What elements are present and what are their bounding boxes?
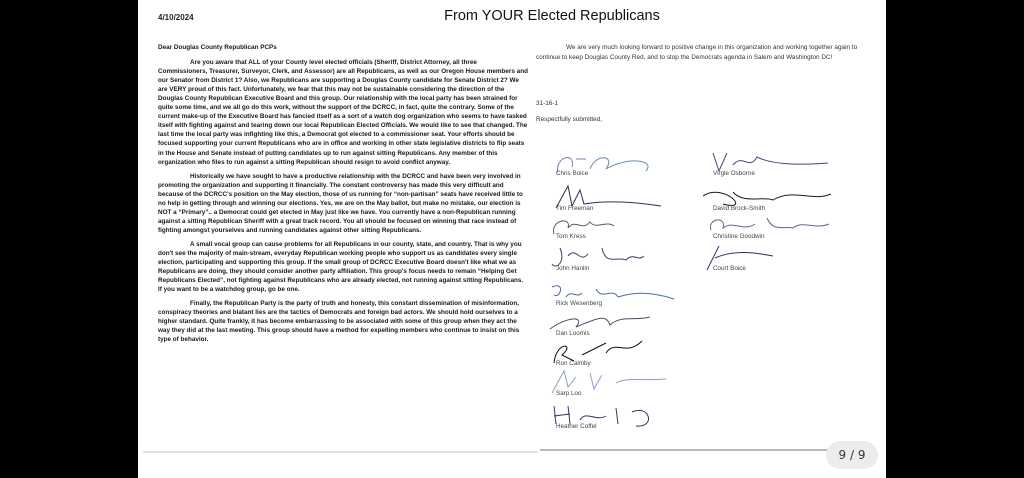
closing-paragraph: We are very much looking forward to positive change in this organization and working together again to continue to keep Douglas County Red, and to stop the Democrats agenda in Salem and Washington DC! <box>536 44 858 61</box>
signature-left-4 <box>546 277 676 307</box>
signer-name: Dan Loomis <box>556 330 590 337</box>
signer-name: Tim Freeman <box>556 205 594 212</box>
signer-name: Chris Boice <box>556 170 589 177</box>
letter-page-left <box>158 43 528 349</box>
signature-stroke <box>550 317 650 329</box>
letter-page-right <box>536 43 881 125</box>
letter-paragraph: Are you aware that ALL of your County level elected officials (Sheriff, District Attorney, all three Commissioners, Treasurer, Surveyor, Clerk, and Assessor) are all Republicans, as well as our Oregon House members and our Senator from District 1? Also, we Republicans are supporting a Douglas County candidate for Senate District 2? We are VERY proud of this fact. Unfortunately, we fear that this may not be sustainable considering the direction of the Douglas County Republican Executive Board and this group. Our relationship with the local party has been strained for quite some time, and we all go do this work, without the support of the DCRCC, in fact, quite the contrary. Some of the current make-up of the Executive Board has fancied itself as a sort of a watch dog organization who seems to have tasked itself with fighting against and tearing down our local Republican Elected Officials. We would like to see that changed. The last time the local party was infighting like this, a Democrat got elected to a commissioner seat. Your efforts should be focused supporting your current Republicans who are in office and working in other state legislative districts to flip seats in the House and Senate instead of putting candidates up to run against sitting Republicans. Any member of this organization who files to run against a sitting Republican should resign to avoid conflict anyway. <box>158 59 528 166</box>
signature-left-1 <box>546 182 676 212</box>
letter-paragraph: Finally, the Republican Party is the party of truth and honesty, this constant dissemination of misinformation, conspiracy theories and blatant lies are the tactics of Democrats and foreign bad actors. We should hold ourselves to a higher standard. Quite frankly, it has become embarrassing to be associated with some of this group when they act the way they did at the last meeting. This group should have a method for expelling members who continue to insist on this type of behavior. <box>158 300 520 344</box>
signer-name: Court Boice <box>713 265 746 272</box>
signer-name: Virgle Osborne <box>713 170 755 177</box>
signoff: Respectfully submitted, <box>536 116 603 124</box>
letter-paragraph: Historically we have sought to have a productive relationship with the DCRCC and have been very involved in promoting the organization and supporting it financially. The constant controversy has made this very difficult and because of the DCRCC's position on the May election, those of us running for “non-partisan” seats have received little to no help in getting through and winning our elections. Yes, we are on the May ballot, but make no mistake, our election is NOT a “Primary”.. a Democrat could get elected in May just like we have. You currently have a non-Republican running against a sitting Republican Sheriff with a great track record. You all should be focused on winning that race instead of fighting amongst yourselves and running candidates against other sitting Republicans. <box>158 172 523 234</box>
signature-right-0 <box>703 147 833 177</box>
signer-name: David Brock-Smith <box>713 205 766 212</box>
signer-name: Heather Coffel <box>556 423 597 430</box>
scroll-track[interactable] <box>540 449 840 451</box>
signature-stroke <box>552 248 644 266</box>
signature-left-6 <box>546 337 676 367</box>
signature-left-3 <box>546 242 676 272</box>
salutation: Dear Douglas County Republican PCPs <box>158 44 277 51</box>
signature-left-7 <box>546 367 676 397</box>
signature-stroke <box>703 192 831 205</box>
signer-name: Rick Wesenberg <box>556 300 603 307</box>
signature-stroke <box>552 286 674 299</box>
signature-right-1 <box>703 182 833 212</box>
letter-paragraph: A small vocal group can cause problems for all Republicans in our county, state, and country. That is why you don't see the majority of main-stream, everyday Republican working people who support us as candidates every single election, participating and supporting this group. If the small group of DCRCC Executive Board doesn't like what we as Republicans are doing, they should consider another party affiliation. This group's focus needs to remain “Helping Get Republicans Elected”, not fighting against Republicans who are already elected, not running against sitting Republicans. If you want to be a watchdog group, go be one. <box>158 240 524 294</box>
page-divider <box>143 451 538 453</box>
signature-left-0 <box>546 147 676 177</box>
signature-stroke <box>710 218 829 230</box>
page-title: From YOUR Elected Republicans <box>444 8 660 24</box>
signer-name: Ron Calmby <box>556 360 591 367</box>
letter-date: 4/10/2024 <box>158 13 194 22</box>
document-viewer <box>138 0 886 478</box>
signature-left-2 <box>546 210 676 240</box>
signer-name: Christine Goodwin <box>713 233 765 240</box>
signature-right-2 <box>703 210 833 240</box>
signer-name: Tom Kress <box>556 233 586 240</box>
vote-tally: 31-16-1 <box>536 99 559 107</box>
signature-stroke <box>713 153 828 171</box>
signer-name: John Hanlin <box>556 265 590 272</box>
signature-left-8 <box>546 400 676 430</box>
signature-right-3 <box>703 242 833 272</box>
page-counter: 9 / 9 <box>826 441 878 469</box>
signature-left-5 <box>546 307 676 337</box>
signer-name: Sarp Loo <box>556 390 582 397</box>
